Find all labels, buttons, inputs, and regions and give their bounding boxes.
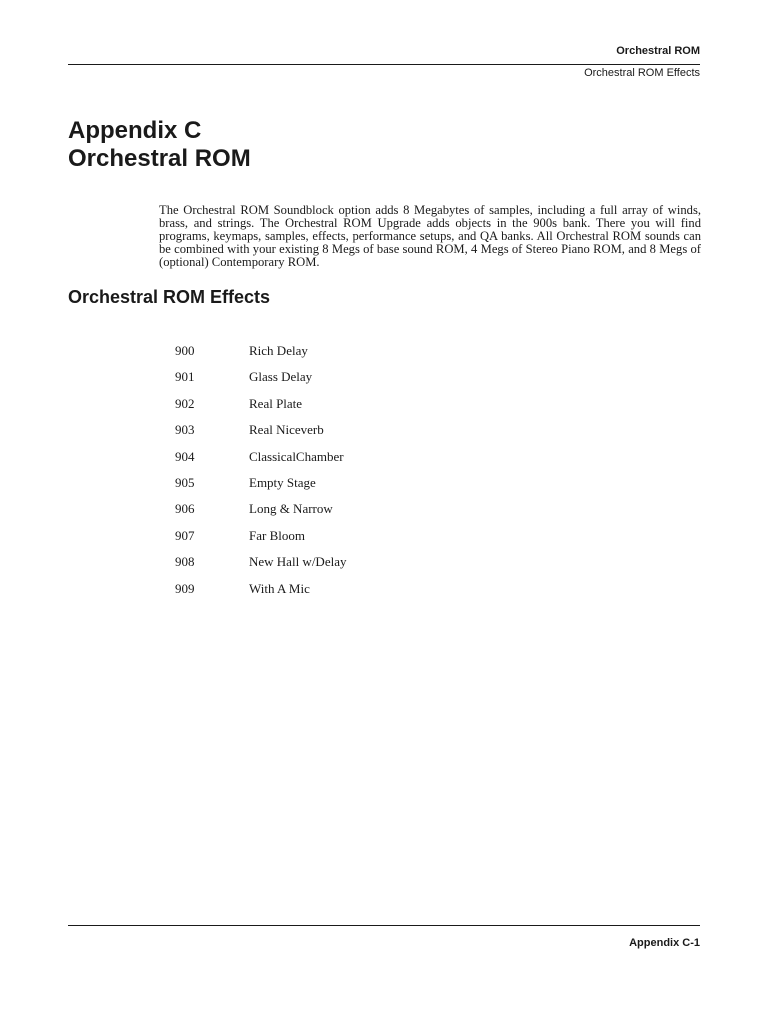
list-item — [175, 343, 346, 369]
list-item — [175, 475, 346, 501]
page-title — [68, 117, 251, 173]
effect-name: New Hall w/Delay — [249, 554, 347, 570]
effect-name: Glass Delay — [249, 369, 313, 385]
running-head-chapter: Orchestral ROM — [616, 45, 700, 57]
effect-name: Empty Stage — [249, 474, 316, 490]
effect-number: 904 — [175, 448, 195, 464]
section-heading: Orchestral ROM Effects — [68, 287, 271, 307]
running-head-section: Orchestral ROM Effects — [584, 67, 700, 79]
list-item — [175, 396, 346, 422]
effect-name: Real Plate — [249, 395, 303, 411]
effect-number: 905 — [175, 474, 195, 490]
footer-rule — [68, 925, 700, 926]
list-item — [175, 554, 346, 580]
effects-list — [175, 343, 346, 607]
effect-number: 907 — [175, 527, 195, 543]
list-item — [175, 422, 346, 448]
page-footer: Appendix C-1 — [629, 937, 700, 949]
intro-paragraph: The Orchestral ROM Soundblock option adds 8 Megabytes of samples, including a full array of winds, brass, and strings. The Orchestral ROM Upgrade adds objects in the 900s bank. There you will find programs, keymaps, samples, effects, performance setups, and QA banks. All Orchestral ROM sounds can be combined with your existing 8 Megs of base sound ROM, 4 Megs of Stereo Piano ROM, and 8 Megs of (optional) Contemporary ROM. — [159, 203, 701, 269]
effect-name: With A Mic — [249, 580, 310, 596]
title-line-2: Orchestral ROM — [68, 145, 251, 172]
effect-name: Long & Narrow — [249, 501, 333, 517]
list-item — [175, 449, 346, 475]
list-item — [175, 528, 346, 554]
header-rule — [68, 64, 700, 65]
effect-number: 908 — [175, 554, 195, 570]
effect-name: Real Niceverb — [249, 422, 324, 438]
effect-name: Rich Delay — [249, 343, 308, 358]
effect-name: Far Bloom — [249, 527, 305, 543]
title-line-1: Appendix C — [68, 117, 202, 144]
effect-number: 903 — [175, 422, 195, 438]
list-item — [175, 581, 346, 607]
list-item — [175, 369, 346, 395]
effect-number: 906 — [175, 501, 195, 517]
effect-number: 901 — [175, 369, 195, 385]
list-item — [175, 501, 346, 527]
effect-name: ClassicalChamber — [249, 448, 344, 464]
effect-number: 909 — [175, 580, 195, 596]
effect-number: 902 — [175, 395, 195, 411]
effect-number: 900 — [175, 343, 195, 358]
